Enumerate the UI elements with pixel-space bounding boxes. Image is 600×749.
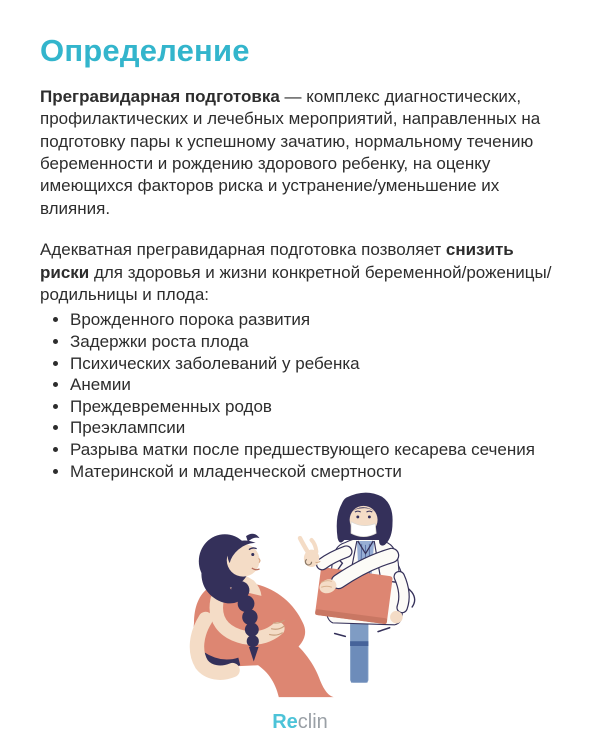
definition-term: Прегравидарная подготовка [40, 86, 280, 106]
footer [0, 711, 600, 733]
benefits-intro-paragraph [40, 239, 560, 306]
list-item: • Преэклампсии [70, 417, 560, 439]
list-item: • Разрыва матки после предшествующего кесарева сечения [70, 439, 560, 461]
list-item: • Психических заболеваний у ребенка [70, 353, 560, 375]
pointing-hand-icon [300, 538, 320, 567]
benefits-intro-bold: снизить риски [40, 240, 514, 282]
benefits-intro-end: для здоровья и жизни конкретной беременной/роженицы/родильницы и плода: [40, 262, 552, 304]
pregnant-woman-doctor-illustration [161, 488, 439, 700]
list-item: • Материнской и младенческой смертности [70, 461, 560, 483]
list-item: • Анемии [70, 374, 560, 396]
doctor-head [337, 493, 393, 546]
page-title: Определение [40, 33, 250, 68]
woman-face [227, 541, 260, 577]
definition-paragraph [40, 86, 560, 220]
logo-primary: Re [272, 711, 298, 733]
definition-body-text: — комплекс диагностических, профилактических и лечебных мероприятий, направленных на подготовку пары к успешному зачатию, нормальному течению беременности и рождению здорового ребенку, на оценку имеющихся факторов риска и устранение/уменьшение их влияния. [40, 86, 541, 218]
logo-secondary: clin [297, 711, 328, 733]
list-item: • Преждевременных родов [70, 396, 560, 418]
benefits-intro-start: Адекватная прегравидарная подготовка позволяет [40, 240, 446, 260]
risk-list [40, 309, 560, 482]
illustration-container [40, 488, 560, 700]
doctor-figure [300, 493, 415, 683]
list-item: • Врожденного порока развития [70, 309, 560, 331]
logo [272, 711, 328, 733]
list-item: • Задержки роста плода [70, 331, 560, 353]
